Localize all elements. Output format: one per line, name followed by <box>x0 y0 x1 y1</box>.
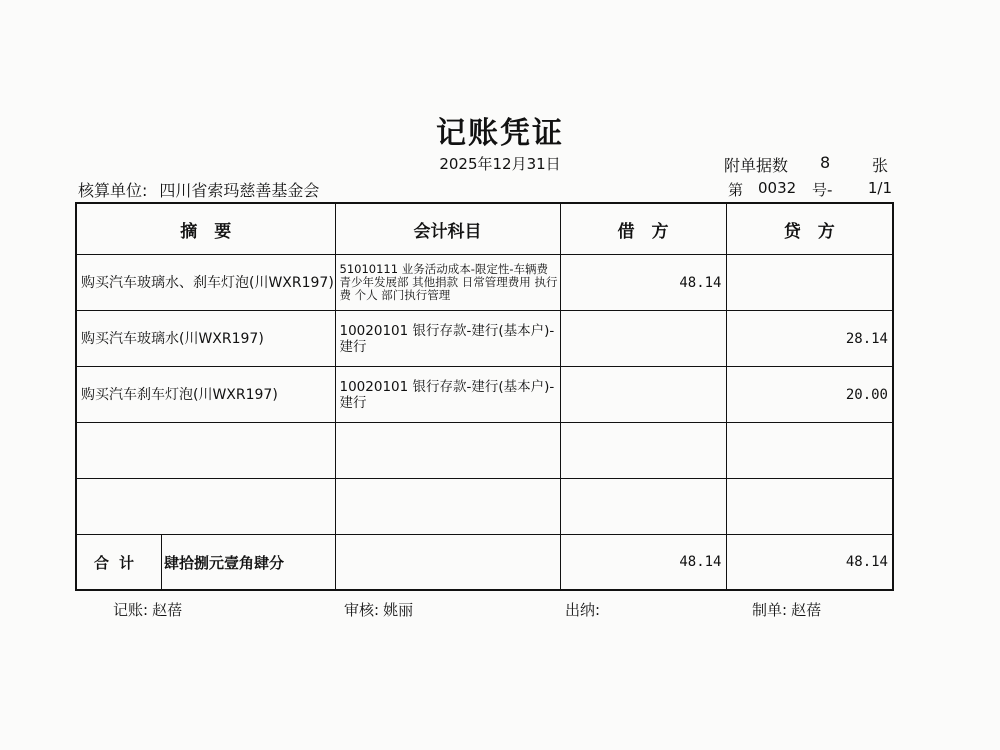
row-credit <box>726 423 893 479</box>
voucher-number-prefix: 第 <box>728 181 744 199</box>
row-credit <box>726 255 893 311</box>
row-account <box>335 479 560 535</box>
header-credit: 贷 方 <box>726 203 893 255</box>
table-row-empty <box>76 479 893 535</box>
row-summary: 购买汽车玻璃水、刹车灯泡(川WXR197) <box>76 255 335 311</box>
voucher-title: 记账凭证 <box>436 116 564 151</box>
preparer-label: 制单: <box>752 601 788 619</box>
voucher-date: 2025年12月31日 <box>439 155 561 173</box>
reviewer-label: 审核: <box>344 601 380 619</box>
voucher-page-number: 1/1 <box>867 179 892 197</box>
table-row <box>76 255 893 311</box>
header-account: 会计科目 <box>335 203 560 255</box>
attachment-unit: 张 <box>872 156 889 175</box>
total-amount-words: 肆拾捌元壹角肆分 <box>164 553 285 572</box>
row-credit: 28.14 <box>726 311 893 367</box>
signature-reviewer <box>344 599 413 620</box>
row-summary <box>76 479 335 535</box>
bookkeeper-name: 赵蓓 <box>152 601 183 619</box>
bookkeeper-label: 记账: <box>113 601 149 619</box>
row-account: 51010111 业务活动成本-限定性-车辆费 青少年发展部 其他捐款 日常管理费用 执行费 个人 部门执行管理 <box>335 255 560 311</box>
voucher-table <box>75 202 894 591</box>
table-row <box>76 311 893 367</box>
signature-bookkeeper <box>113 599 182 620</box>
total-credit: 48.14 <box>726 535 893 591</box>
row-summary: 购买汽车玻璃水(川WXR197) <box>76 311 335 367</box>
row-debit <box>560 479 726 535</box>
row-debit <box>560 423 726 479</box>
table-row <box>76 367 893 423</box>
accounting-unit-label: 核算单位: <box>78 181 148 200</box>
attachment-label: 附单据数 <box>724 156 789 175</box>
cashier-label: 出纳: <box>565 601 601 619</box>
accounting-unit-value: 四川省索玛慈善基金会 <box>159 181 320 200</box>
total-debit: 48.14 <box>560 535 726 591</box>
row-debit <box>560 311 726 367</box>
signature-cashier <box>565 599 604 620</box>
row-credit: 20.00 <box>726 367 893 423</box>
attachment-count <box>724 153 894 176</box>
total-row <box>76 535 893 591</box>
total-cell <box>76 535 335 591</box>
header-summary: 摘 要 <box>76 203 335 255</box>
total-label: 合计 <box>77 535 162 589</box>
row-debit: 48.14 <box>560 255 726 311</box>
row-summary: 购买汽车刹车灯泡(川WXR197) <box>76 367 335 423</box>
row-account <box>335 423 560 479</box>
voucher-number-value: 0032 <box>758 179 797 197</box>
total-account-cell <box>335 535 560 591</box>
row-credit <box>726 479 893 535</box>
signature-preparer <box>752 599 821 620</box>
voucher-number-suffix: 号- <box>812 181 833 199</box>
accounting-unit <box>78 178 319 201</box>
row-summary <box>76 423 335 479</box>
row-account: 10020101 银行存款-建行(基本户)-建行 <box>335 367 560 423</box>
header-debit: 借 方 <box>560 203 726 255</box>
row-debit <box>560 367 726 423</box>
voucher-number <box>728 179 892 200</box>
row-account: 10020101 银行存款-建行(基本户)-建行 <box>335 311 560 367</box>
table-row-empty <box>76 423 893 479</box>
preparer-name: 赵蓓 <box>791 601 822 619</box>
reviewer-name: 姚丽 <box>383 601 414 619</box>
attachment-number: 8 <box>820 153 831 172</box>
